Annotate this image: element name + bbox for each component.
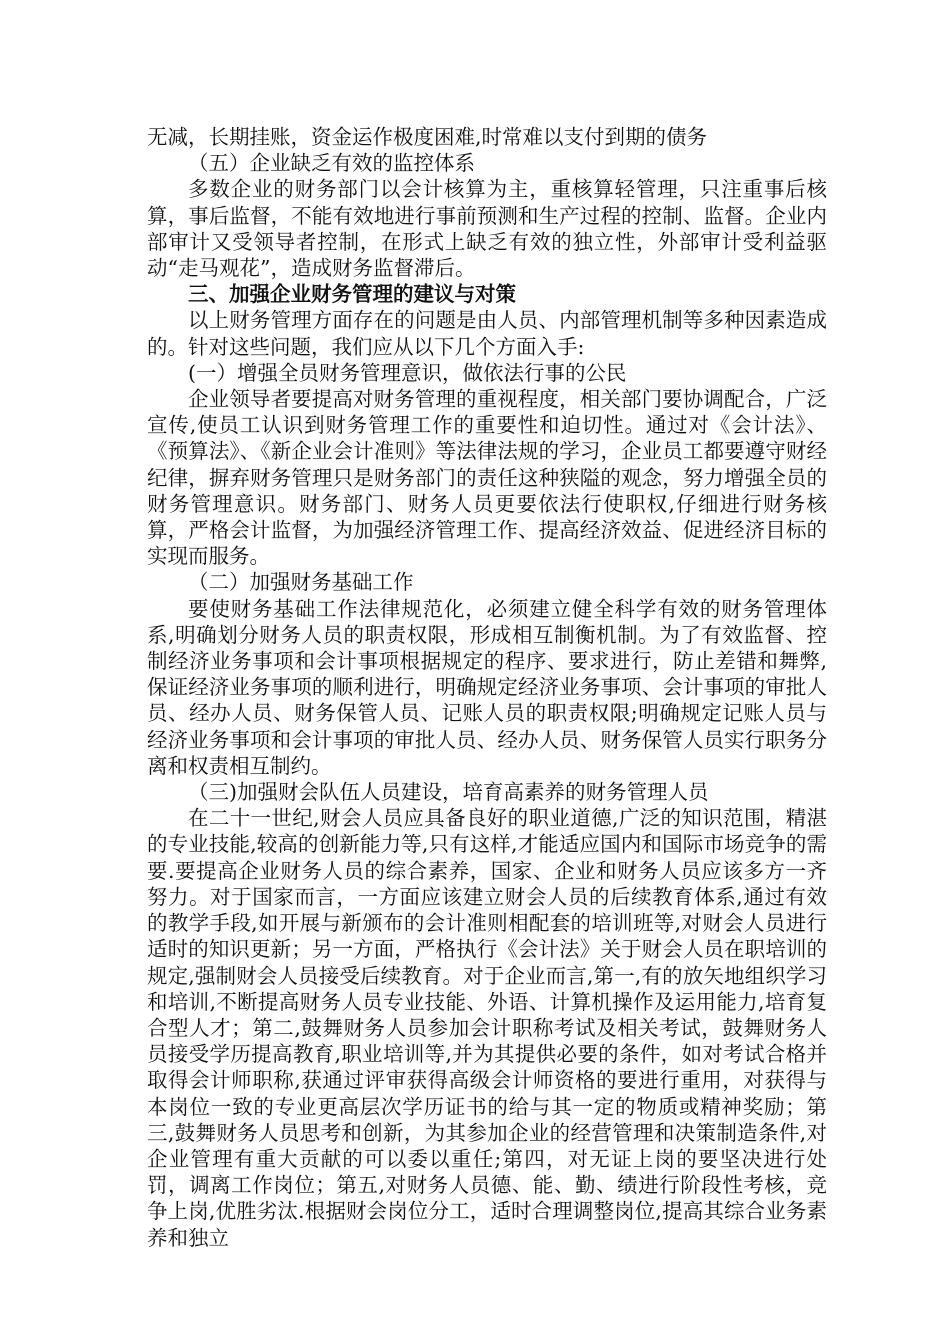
body-paragraph-foundation: 要使财务基础工作法律规范化，必须建立健全科学有效的财务管理体系,明确划分财务人员的职责权限，形成相互制衡机制。为了有效监督、控制经济业务事项和会计事项根据规定的程序、要求进行，防止差错和舞弊,保证经济业务事项的顺利进行，明确规定经济业务事项、会计事项的审批人员、经办人员、财务保管人员、记账人员的职责权限;明确规定记账人员与经济业务事项和会计事项的审批人员、经办人员、财务保管人员实行职务分离和权责相互制约。	[147, 596, 827, 778]
subsection-heading-3: （三)加强财会队伍人员建设，培育高素养的财务管理人员	[188, 780, 709, 805]
subsection-heading-5: （五）企业缺乏有效的监控体系	[188, 151, 475, 176]
body-paragraph-intro: 以上财务管理方面存在的问题是由人员、内部管理机制等多种因素造成的。针对这些问题，我们应从以下几个方面入手:	[147, 308, 827, 359]
continuation-paragraph: 无减，长期挂账，资金运作极度困难,时常难以支付到期的债务	[147, 125, 708, 149]
body-paragraph-monitoring: 多数企业的财务部门以会计核算为主，重核算轻管理，只注重事后核算，事后监督，不能有效地进行事前预测和生产过程的控制、监督。企业内部审计又受领导者控制，在形式上缺乏有效的独立性，外部审计受利益驱动“走马观花”，造成财务监督滞后。	[147, 177, 827, 281]
section-heading-3: 三、加强企业财务管理的建议与对策	[188, 282, 516, 307]
document-page	[147, 124, 827, 1251]
subsection-heading-2: （二）加强财务基础工作	[188, 570, 414, 595]
body-paragraph-staff: 在二十一世纪,财会人员应具备良好的职业道德,广泛的知识范围，精湛的专业技能,较高的创新能力等,只有这样,才能适应国内和国际市场竞争的需要.要提高企业财务人员的综合素养，国家、企业和财务人员应该多方一齐努力。对于国家而言，一方面应该建立财会人员的后续教育体系,通过有效的教学手段,如开展与新颁布的会计准则相配套的培训班等,对财会人员进行适时的知识更新；另一方面，严格执行《会计法》关于财会人员在职培训的规定,强制财会人员接受后续教育。对于企业而言,第一,有的放矢地组织学习和培训,不断提高财务人员专业技能、外语、计算机操作及运用能力,培育复合型人才；第二,鼓舞财务人员参加会计职称考试及相关考试，鼓舞财务人员接受学历提高教育,职业培训等,并为其提供必要的条件，如对考试合格并取得会计师职称,获通过评审获得高级会计师资格的要进行重用，对获得与本岗位一致的专业更高层次学历证书的给与其一定的物质或精神奖励；第三,鼓舞财务人员思考和创新，为其参加企业的经营管理和决策制造条件,对企业管理有重大贡献的可以委以重任;第四，对无证上岗的要坚决进行处罚，调离工作岗位；第五,对财务人员德、能、勤、绩进行阶段性考核，竞争上岗,优胜劣汰.根据财会岗位分工，适时合理调整岗位,提高其综合业务素养和独立	[147, 806, 827, 1250]
subsection-heading-1: (一）增强全员财务管理意识，做依法行事的公民	[188, 360, 627, 385]
body-paragraph-awareness: 企业领导者要提高对财务管理的重视程度，相关部门要协调配合，广泛宣传,使员工认识到财务管理工作的重要性和迫切性。通过对《会计法》、《预算法》、《新企业会计准则》等法律法规的学习，企业员工都要遵守财经纪律，摒弃财务管理只是财务部门的责任这种狭隘的观念，努力增强全员的财务管理意识。财务部门、财务人员更要依法行使职权,仔细进行财务核算，严格会计监督，为加强经济管理工作、提高经济效益、促进经济目标的实现而服务。	[147, 387, 827, 569]
